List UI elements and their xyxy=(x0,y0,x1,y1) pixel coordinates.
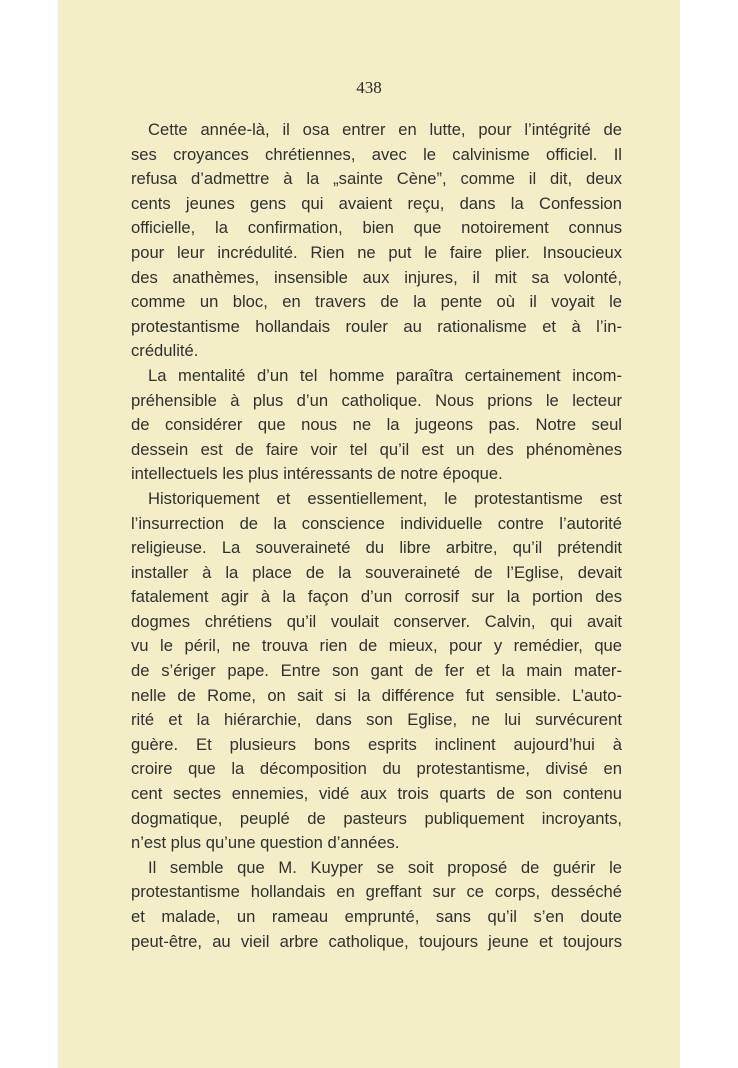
text-line: nelle de Rome, on sait si la différence fut sensible. L’auto- xyxy=(131,685,622,705)
text-line: l’insurrection de la conscience individuelle contre l’autorité xyxy=(131,513,622,533)
text-line: peut-être, au vieil arbre catholique, toujours jeune et toujours xyxy=(131,931,622,951)
text-line: de considérer que nous ne la jugeons pas. Notre seul xyxy=(131,415,622,435)
text-line: dessein est de faire voir tel qu’il est un des phénomènes xyxy=(131,439,622,459)
text-line: dogmatique, peuplé de pasteurs publiquement incroyants, xyxy=(131,808,622,828)
text-line: Il semble que M. Kuyper se soit proposé de guérir le xyxy=(148,857,622,877)
text-line: n’est plus qu’une question d’années. xyxy=(131,833,400,853)
text-line: cents jeunes gens qui avaient reçu, dans la Confession xyxy=(131,193,622,213)
paragraph xyxy=(131,487,622,856)
text-line: ses croyances chrétiennes, avec le calvinisme officiel. Il xyxy=(131,144,622,164)
text-line: et malade, un rameau emprunté, sans qu’il s’en doute xyxy=(131,907,622,926)
text-line: cent sectes ennemies, vidé aux trois quarts de son contenu xyxy=(131,784,622,804)
text-line: croire que la décomposition du protestantisme, divisé en xyxy=(131,759,622,779)
text-line: religieuse. La souveraineté du libre arbitre, qu’il prétendit xyxy=(131,538,622,558)
text-line: pour leur incrédulité. Rien ne put le faire plier. Insoucieux xyxy=(131,242,622,262)
text-line: rité et la hiérarchie, dans son Eglise, ne lui survécurent xyxy=(131,710,622,730)
text-line: dogmes chrétiens qu’il voulait conserver. Calvin, qui avait xyxy=(131,611,622,631)
text-line: Cette année-là, il osa entrer en lutte, pour l’intégrité de xyxy=(148,120,622,139)
text-line: vu le péril, ne trouva rien de mieux, pour y remédier, que xyxy=(131,636,622,656)
text-line: protestantisme hollandais en greffant sur ce corps, desséché xyxy=(131,882,622,902)
text-line: comme un bloc, en travers de la pente où il voyait le xyxy=(131,292,622,312)
text-line: préhensible à plus d’un catholique. Nous prions le lecteur xyxy=(131,390,622,410)
paragraph xyxy=(131,856,622,954)
text-line: guère. Et plusieurs bons esprits inclinent aujourd’hui à xyxy=(131,734,622,754)
text-line: Historiquement et essentiellement, le protestantisme est xyxy=(148,488,622,508)
text-line: fatalement agir à la façon d’un corrosif sur la portion des xyxy=(131,587,622,607)
paragraph xyxy=(131,364,622,487)
text-line: protestantisme hollandais rouler au rationalisme et à l’in- xyxy=(131,316,622,336)
text-line: refusa d’admettre à la „sainte Cène”, comme il dit, deux xyxy=(131,169,622,189)
page-number: 438 xyxy=(356,78,382,97)
text-line: intellectuels les plus intéressants de notre époque. xyxy=(131,464,503,484)
body-text xyxy=(131,118,622,954)
text-line: installer à la place de la souveraineté de l’Eglise, devait xyxy=(131,562,622,582)
text-line: La mentalité d’un tel homme paraîtra certainement incom- xyxy=(148,365,622,385)
text-line: crédulité. xyxy=(131,341,199,361)
paragraph xyxy=(131,118,622,364)
book-page xyxy=(58,0,680,1068)
text-line: de s’ériger pape. Entre son gant de fer et la main mater- xyxy=(131,661,622,681)
text-line: officielle, la confirmation, bien que notoirement connus xyxy=(131,218,622,238)
text-line: des anathèmes, insensible aux injures, il mit sa volonté, xyxy=(131,267,622,287)
